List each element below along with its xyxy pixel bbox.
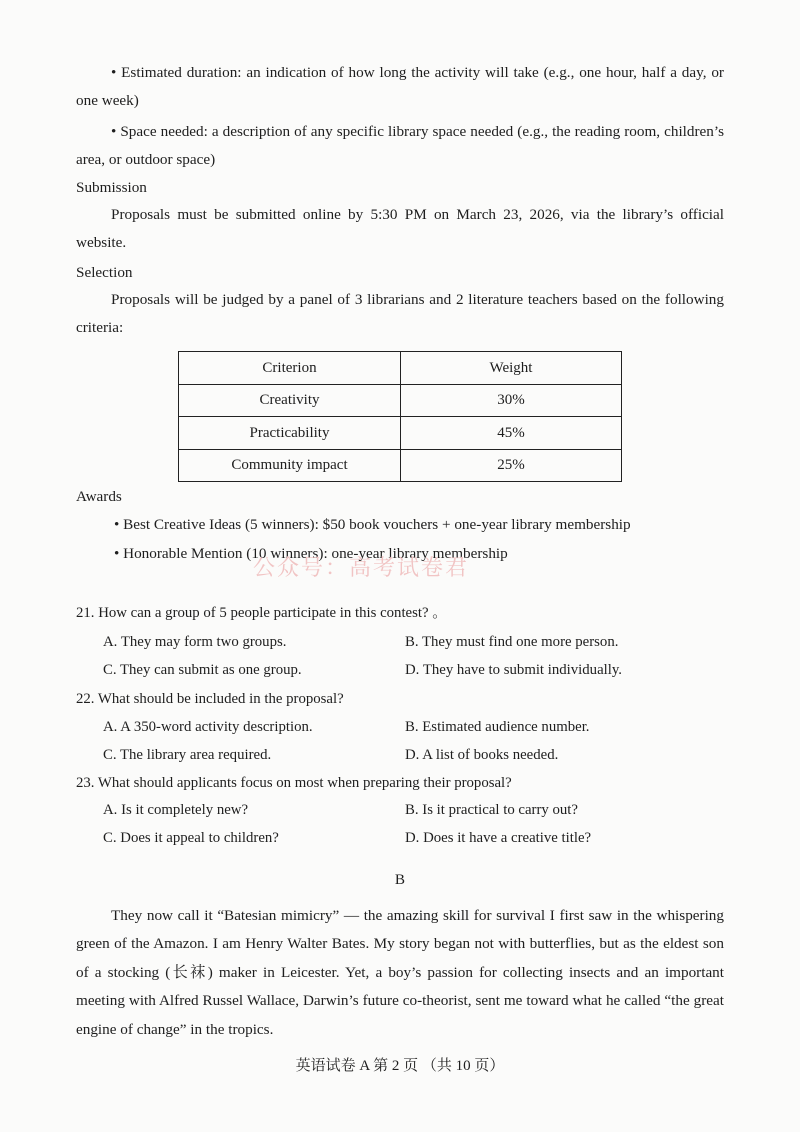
selection-text: Proposals will be judged by a panel of 3 librarians and 2 literature teachers based on the following criteria: <box>76 291 724 337</box>
table-cell: Practicability <box>179 417 401 450</box>
award-item: • Honorable Mention (10 winners): one-year library membership <box>114 545 508 562</box>
question-22-option-a: A. A 350-word activity description. <box>103 719 313 735</box>
table-cell: 45% <box>401 417 622 450</box>
question-21-option-b: B. They must find one more person. <box>405 634 619 650</box>
question-21-option-c: C. They can submit as one group. <box>103 662 302 678</box>
table-row <box>179 384 622 417</box>
question-22-option-d: D. A list of books needed. <box>405 747 559 763</box>
question-23-stem: 23. What should applicants focus on most when preparing their proposal? <box>76 775 512 791</box>
table-row <box>179 449 622 482</box>
watermark: 公众号：高考试卷君 <box>253 556 470 581</box>
bullet-space-needed: • Space needed: a description of any specific library space needed (e.g., the reading room, children’s area, or outdoor space) <box>76 123 724 169</box>
question-23-option-c: C. Does it appeal to children? <box>103 830 279 846</box>
question-22-stem: 22. What should be included in the proposal? <box>76 691 344 707</box>
question-21-stem: 21. How can a group of 5 people participate in this contest? 。 <box>76 605 448 621</box>
page-footer: 英语试卷 A 第 2 页 （共 10 页） <box>295 1058 505 1074</box>
question-21-option-d: D. They have to submit individually. <box>405 662 622 678</box>
table-header-cell: Weight <box>401 352 622 385</box>
table-row <box>179 417 622 450</box>
section-b-label: B <box>394 871 406 888</box>
selection-heading: Selection <box>76 264 133 281</box>
question-21-option-a: A. They may form two groups. <box>103 634 287 650</box>
question-23-option-d: D. Does it have a creative title? <box>405 830 592 846</box>
submission-heading: Submission <box>76 179 147 196</box>
table-header-row <box>179 352 622 385</box>
question-23-option-b: B. Is it practical to carry out? <box>405 802 578 818</box>
question-23-option-a: A. Is it completely new? <box>103 802 249 818</box>
table-cell: Creativity <box>179 384 401 417</box>
submission-text: Proposals must be submitted online by 5:30 PM on March 23, 2026, via the library’s official website. <box>76 206 724 252</box>
question-22-option-b: B. Estimated audience number. <box>405 719 590 735</box>
question-22-option-c: C. The library area required. <box>103 747 272 763</box>
section-b-paragraph: They now call it “Batesian mimicry” — the amazing skill for survival I first saw in the whispering green of the Amazon. I am Henry Walter Bates. My story began not with butterflies, but as the eldest son of a stocking (长袜) maker in Leicester. Yet, a boy’s passion for collecting insects and an important meeting with Alfred Russel Wallace, Darwin’s future co-theorist, sent me toward what he called “the great engine of change” in the tropics. <box>76 907 724 1038</box>
award-item: • Best Creative Ideas (5 winners): $50 book vouchers + one-year library membership <box>114 516 631 533</box>
awards-heading: Awards <box>76 488 122 505</box>
table-header-cell: Criterion <box>179 352 401 385</box>
table-cell: Community impact <box>179 449 401 482</box>
bullet-estimated-duration: • Estimated duration: an indication of how long the activity will take (e.g., one hour, half a day, or one week) <box>76 64 724 110</box>
criteria-table <box>178 351 622 482</box>
table-cell: 25% <box>401 449 622 482</box>
table-cell: 30% <box>401 384 622 417</box>
